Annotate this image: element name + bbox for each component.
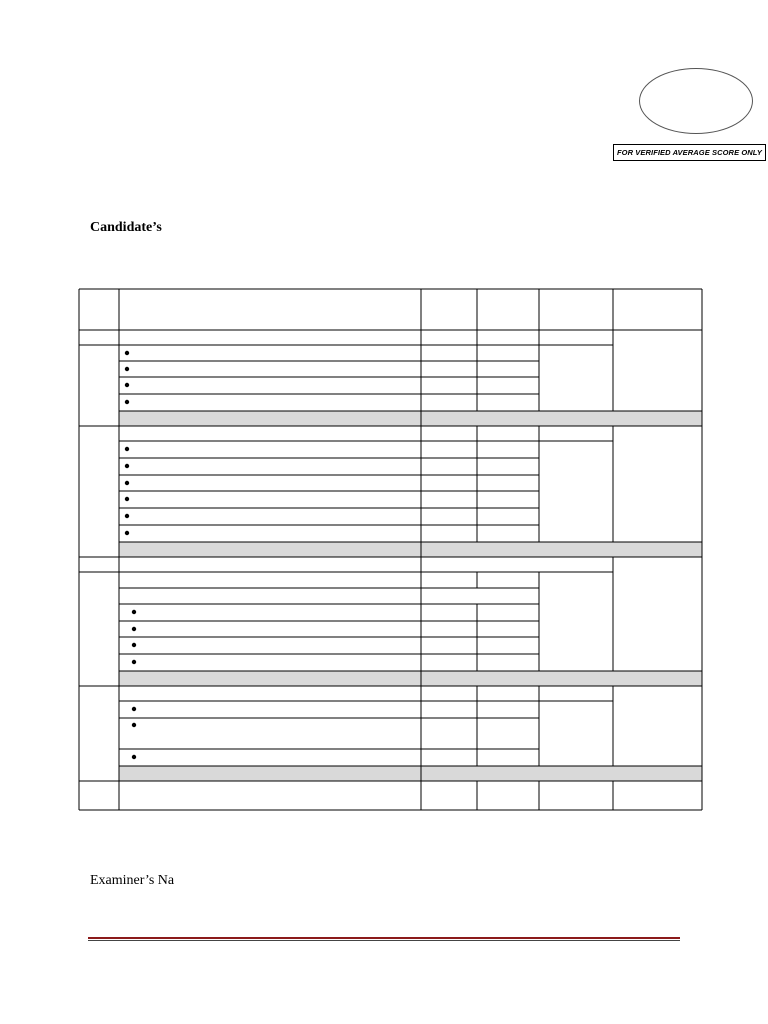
bullet-icon (125, 351, 129, 355)
subtotal-row-3 (119, 671, 702, 686)
subtotal-row-2 (119, 542, 702, 557)
footer-rule (88, 937, 680, 939)
bullet-icon (125, 481, 129, 485)
subtotal-row-4 (119, 766, 702, 781)
candidate-label: Candidate’s (90, 220, 162, 235)
bullet-icon (132, 610, 136, 614)
bullet-icon (125, 367, 129, 371)
bullet-icon (125, 383, 129, 387)
bullet-icon (132, 660, 136, 664)
bullet-icon (125, 447, 129, 451)
footer-rule-thin (88, 940, 680, 941)
bullet-icon (132, 723, 136, 727)
bullet-icon (132, 643, 136, 647)
bullet-icon (132, 627, 136, 631)
bullet-icon (125, 497, 129, 501)
examiner-label: Examiner’s Na (90, 873, 175, 888)
subtotal-row-1 (119, 411, 702, 426)
verified-score-label: FOR VERIFIED AVERAGE SCORE ONLY (613, 144, 766, 161)
bullet-icon (125, 400, 129, 404)
bullet-icon (125, 514, 129, 518)
bullet-icon (132, 707, 136, 711)
bullet-icon (132, 755, 136, 759)
bullet-icon (125, 464, 129, 468)
bullet-icon (125, 531, 129, 535)
